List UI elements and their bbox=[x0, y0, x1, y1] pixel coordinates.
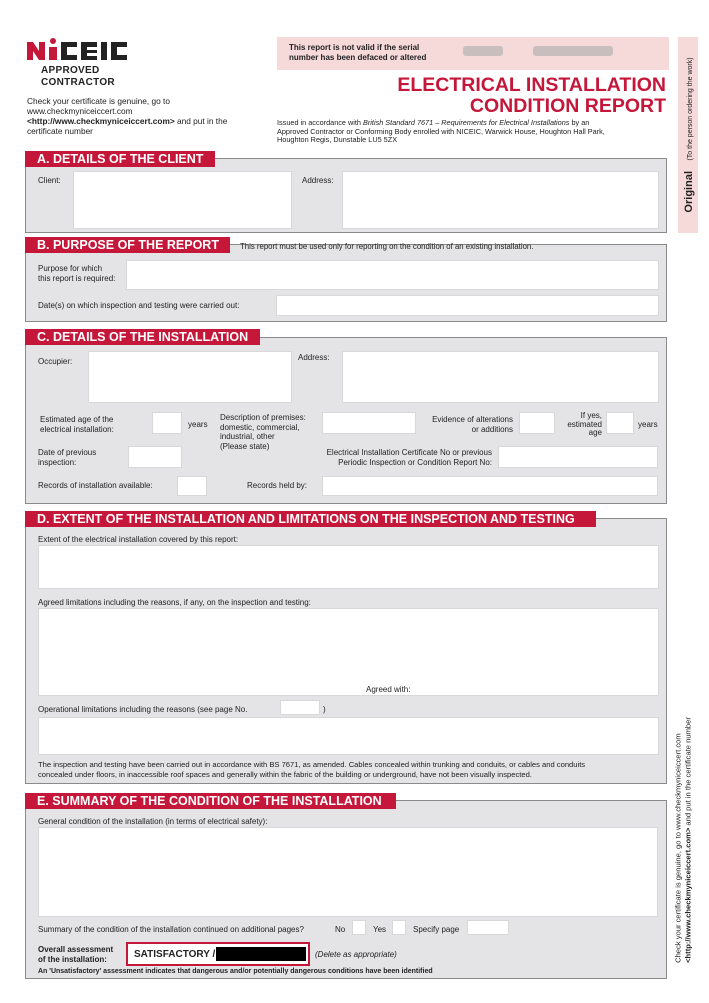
no-checkbox[interactable] bbox=[352, 920, 366, 935]
alterations-label: Evidence of alterations or additions bbox=[432, 415, 513, 434]
operational-field[interactable] bbox=[38, 717, 659, 755]
occupier-label: Occupier: bbox=[38, 357, 73, 366]
agreed-with-label: Agreed with: bbox=[366, 685, 411, 694]
yes-checkbox[interactable] bbox=[392, 920, 406, 935]
inspection-dates-label: Date(s) on which inspection and testing were carried out: bbox=[38, 301, 240, 310]
verify-text: Check your certificate is genuine, go to www.checkmyniceiccert.com <http://www.checkmyniceiccert.com> and put in the certificate number bbox=[27, 96, 228, 136]
side-verify-text: Check your certificate is genuine, go to www.checkmyniceiccert.com <http://www.checkmyniceiccert.com> and put in the certificate number bbox=[673, 717, 692, 963]
section-e-header: E. SUMMARY OF THE CONDITION OF THE INSTALLATION bbox=[25, 793, 396, 809]
records-available-label: Records of installation available: bbox=[38, 481, 153, 490]
purpose-label: Purpose for which this report is required: bbox=[38, 264, 116, 283]
general-condition-label: General condition of the installation (in terms of electrical safety): bbox=[38, 817, 268, 826]
occupier-field[interactable] bbox=[88, 351, 292, 403]
specify-page-label: Specify page bbox=[413, 925, 460, 934]
client-label: Client: bbox=[38, 176, 61, 185]
operational-page-field[interactable] bbox=[280, 700, 320, 715]
section-c-header: C. DETAILS OF THE INSTALLATION bbox=[25, 329, 260, 345]
agreed-limitations-label: Agreed limitations including the reasons, if any, on the inspection and testing: bbox=[38, 598, 311, 607]
serial-notice: This report is not valid if the serial number has been defaced or altered bbox=[289, 43, 427, 62]
issued-text: Issued in accordance with British Standard 7671 – Requirements for Electrical Installations by an Approved Contractor or Conforming Body enrolled with NICEIC, Warwick House, Houghton Hall Park, Houghton Regis, Dunstable LU5 5ZX bbox=[277, 118, 605, 145]
inspection-dates-field[interactable] bbox=[276, 295, 659, 316]
agreed-limitations-field[interactable] bbox=[38, 608, 659, 696]
installation-address-field[interactable] bbox=[342, 351, 659, 403]
eic-number-field[interactable] bbox=[498, 446, 658, 468]
description-label: Description of premises: domestic, commercial, industrial, other (Please state) bbox=[220, 413, 306, 451]
inspection-statement: The inspection and testing have been carried out in accordance with BS 7671, as amended. Cables concealed within trunking and conduits, or cables and conduits concealed under floors, in inaccessible roof spaces and generally within the fabric of the building or underground, have not been visually inspected. bbox=[38, 760, 586, 779]
section-a-header: A. DETAILS OF THE CLIENT bbox=[25, 151, 215, 167]
page-title: ELECTRICAL INSTALLATION CONDITION REPORT bbox=[397, 74, 666, 117]
extent-field[interactable] bbox=[38, 545, 659, 589]
alterations-field[interactable] bbox=[519, 412, 555, 434]
records-available-field[interactable] bbox=[177, 476, 207, 496]
client-field[interactable] bbox=[73, 171, 292, 229]
section-d-header: D. EXTENT OF THE INSTALLATION AND LIMITATIONS ON THE INSPECTION AND TESTING bbox=[25, 511, 596, 527]
no-label: No bbox=[335, 925, 346, 934]
records-held-label: Records held by: bbox=[247, 481, 308, 490]
age-years-label: years bbox=[188, 420, 208, 429]
purpose-field[interactable] bbox=[126, 260, 659, 290]
age-field[interactable] bbox=[152, 412, 182, 434]
continued-label: Summary of the condition of the installation continued on additional pages? bbox=[38, 925, 304, 934]
unsatisfactory-footnote: An 'Unsatisfactory' assessment indicates that dangerous and/or potentially dangerous conditions have been identified bbox=[38, 968, 433, 975]
previous-inspection-label: Date of previous inspection: bbox=[38, 448, 97, 467]
logo-subtitle-2: CONTRACTOR bbox=[41, 77, 115, 88]
operational-close-paren: ) bbox=[323, 705, 326, 714]
original-side-tab bbox=[678, 37, 698, 233]
client-address-field[interactable] bbox=[342, 171, 659, 229]
previous-inspection-field[interactable] bbox=[128, 446, 182, 468]
overall-assessment-label: Overall assessment of the installation: bbox=[38, 945, 114, 964]
logo-subtitle-1: APPROVED bbox=[41, 65, 100, 76]
serial-number-blurred-2 bbox=[533, 46, 613, 56]
specify-page-field[interactable] bbox=[467, 920, 509, 935]
verify-link[interactable]: <http://www.checkmyniceiccert.com> bbox=[27, 116, 175, 126]
section-b-note: This report must be used only for reporting on the condition of an existing installation. bbox=[240, 242, 534, 251]
if-yes-age-field[interactable] bbox=[606, 412, 634, 434]
section-b-header: B. PURPOSE OF THE REPORT bbox=[25, 237, 230, 253]
extent-label: Extent of the electrical installation covered by this report: bbox=[38, 535, 239, 544]
if-yes-label: If yes, estimated age bbox=[567, 411, 602, 437]
niceic-logo-icon bbox=[27, 38, 137, 64]
description-field[interactable] bbox=[322, 412, 416, 434]
operational-label: Operational limitations including the reasons (see page No. bbox=[38, 705, 248, 714]
satisfactory-text: SATISFACTORY / bbox=[134, 949, 216, 960]
original-label: Original bbox=[683, 171, 695, 213]
eic-label: Electrical Installation Certificate No or previous Periodic Inspection or Condition Report No: bbox=[326, 448, 492, 467]
age-label: Estimated age of the electrical installation: bbox=[40, 415, 114, 434]
if-yes-years-label: years bbox=[638, 420, 658, 429]
redacted-unsatisfactory bbox=[216, 947, 306, 961]
serial-number-blurred bbox=[463, 46, 503, 56]
yes-label: Yes bbox=[373, 925, 387, 934]
niceic-logo bbox=[27, 38, 137, 90]
client-address-label: Address: bbox=[302, 176, 334, 185]
original-note: (To the person ordering the work) bbox=[687, 57, 694, 161]
serial-box bbox=[277, 37, 669, 70]
records-held-field[interactable] bbox=[322, 476, 658, 496]
overall-assessment-box[interactable] bbox=[126, 942, 310, 966]
delete-note: (Delete as appropriate) bbox=[315, 950, 397, 959]
installation-address-label: Address: bbox=[298, 353, 330, 362]
general-condition-field[interactable] bbox=[38, 827, 658, 917]
